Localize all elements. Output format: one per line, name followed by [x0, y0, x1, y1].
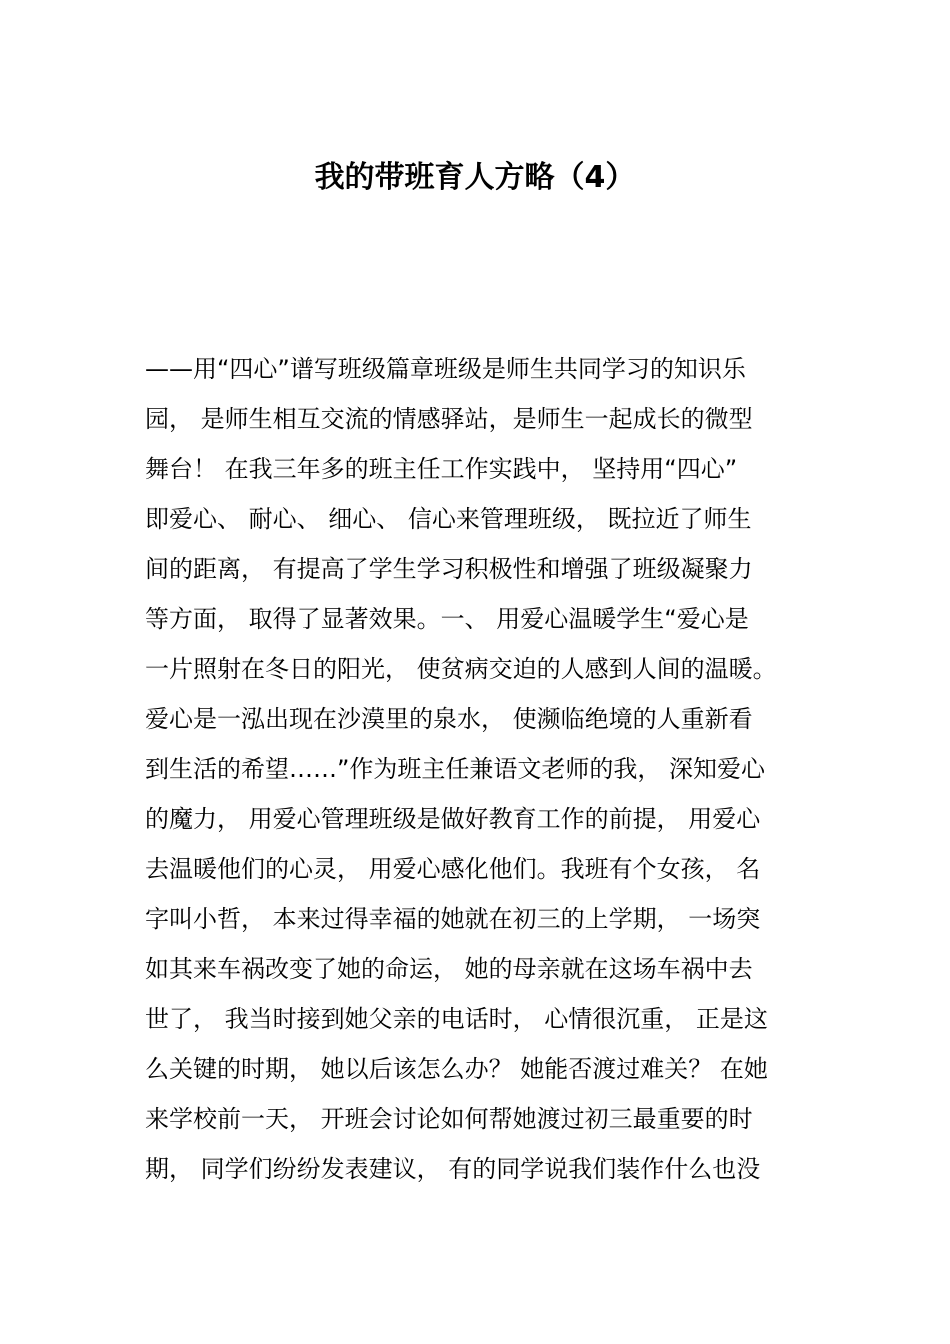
- text-line: 么关键的时期， 她以后该怎么办？ 她能否渡过难关？ 在她: [145, 1055, 768, 1083]
- text-line: 期， 同学们纷纷发表建议， 有的同学说我们装作什么也没: [145, 1155, 761, 1183]
- document-title: 我的带班育人方略（4）: [314, 160, 636, 195]
- document-body: [145, 348, 835, 1198]
- text-line: 即爱心、 耐心、 细心、 信心来管理班级， 既拉近了师生: [145, 505, 752, 533]
- text-line: 园， 是师生相互交流的情感驿站，是师生一起成长的微型: [145, 405, 753, 433]
- text-line: 字叫小哲， 本来过得幸福的她就在初三的上学期， 一场突: [145, 905, 761, 933]
- text-line: 来学校前一天， 开班会讨论如何帮她渡过初三最重要的时: [145, 1105, 753, 1133]
- text-line: 如其来车祸改变了她的命运， 她的母亲就在这场车祸中去: [145, 955, 753, 983]
- text-line: ——用“四心”谱写班级篇章班级是师生共同学习的知识乐: [145, 355, 746, 383]
- text-line: 到生活的希望……”作为班主任兼语文老师的我， 深知爱心: [145, 755, 766, 783]
- text-line: 舞台！ 在我三年多的班主任工作实践中， 坚持用“四心”: [145, 455, 738, 483]
- text-line: 一片照射在冬日的阳光， 使贫病交迫的人感到人间的温暖。: [145, 655, 777, 683]
- text-line: 去温暖他们的心灵， 用爱心感化他们。我班有个女孩， 名: [145, 855, 761, 883]
- text-line: 世了， 我当时接到她父亲的电话时， 心情很沉重， 正是这: [145, 1005, 768, 1033]
- text-line: 等方面， 取得了显著效果。一、 用爱心温暖学生“爱心是: [145, 605, 749, 633]
- text-line: 的魔力， 用爱心管理班级是做好教育工作的前提， 用爱心: [145, 805, 761, 833]
- text-line: 间的距离， 有提高了学生学习积极性和增强了班级凝聚力: [145, 555, 753, 583]
- text-line: 爱心是一泓出现在沙漠里的泉水， 使濒临绝境的人重新看: [145, 705, 753, 733]
